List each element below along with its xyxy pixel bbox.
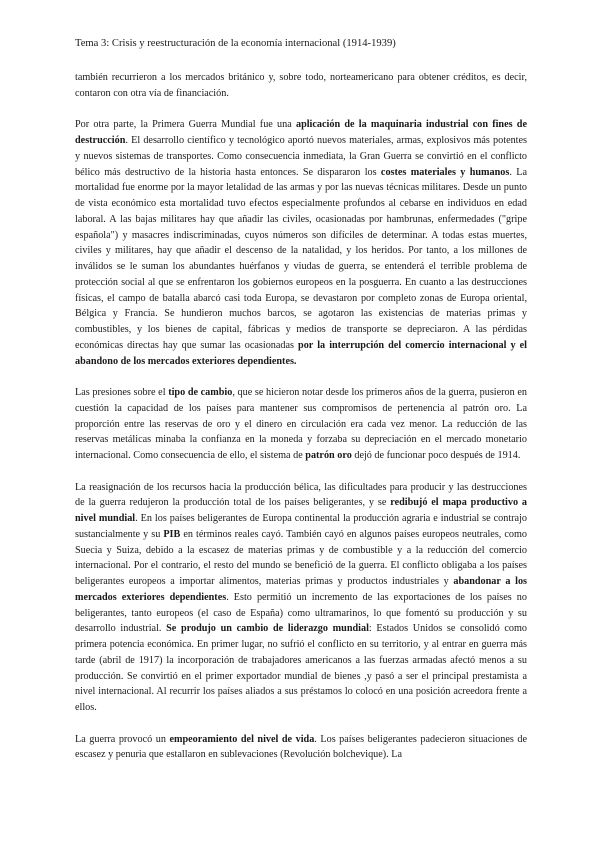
paragraph-exchange-rate (75, 385, 527, 464)
text-run: . Esto permitió un incremento de las exportaciones de los países no beligerantes, tanto europeos (el caso de España) como ultramarinos, lo que fomentó su producción y su desarrollo industrial. (75, 591, 527, 635)
text-run: en términos reales cayó. También cayó en algunos países europeos neutrales, como Suecia y Suiza, debido a la escasez de materias primas y de combustible y a la reducción del comercio internacional. Por el contrario, el resto del mundo se benefició de la guerra. El conflicto obligaba a los países beligerantes europeos a importar alimentos, materias primas y productos industriales y (75, 528, 527, 587)
paragraph-destruction (75, 117, 527, 369)
text-run: La guerra provocó un (75, 733, 170, 745)
page-header (75, 37, 396, 51)
bold-term: por la interrupción del comercio internacional y el abandono de los mercados exteriores dependientes. (75, 339, 527, 367)
text-run: , que se hicieron notar desde los primeros años de la guerra, pusieron en cuestión la capacidad de los países para mantener sus compromisos de pertenencia al patrón oro. La proporción entre las reservas de oro y el dinero en circulación era cada vez menor. La reducción de las reservas metálicas minaba la confianza en la moneda y forzaba su depreciación en el mercado monetario internacional. Como consecuencia de ello, el sistema de (75, 387, 527, 461)
bold-term: empeoramiento del nivel de vida (169, 733, 315, 745)
text-run: Las presiones sobre el (75, 387, 169, 398)
paragraph-production-map (75, 480, 527, 716)
text-run: . El desarrollo científico y tecnológico aportó nuevos materiales, armas, explosivos más potentes y nuevos sistemas de transportes. Como consecuencia inmediata, la Gran Guerra se convirtió en el conflicto bélico más destructivo de la historia hasta entonces. Se dispararon los (75, 135, 527, 178)
document-body (75, 70, 527, 779)
bold-term: Se produjo un cambio de liderazgo mundial (166, 623, 369, 635)
header-title: Tema 3: Crisis y reestructuración de la economía internacional (1914-1939) (75, 38, 396, 49)
text-run: también recurrieron a los mercados británico y, sobre todo, norteamericano para obtener créditos, es decir, contaron con otra vía de financiación. (75, 72, 527, 99)
bold-term: abandonar a los mercados exteriores dependientes (75, 576, 527, 603)
text-run: . Los países beligerantes padecieron situaciones de escasez y penuria que estallaron en sublevaciones (Revolución bolchevique). La (75, 733, 527, 761)
paragraph-living-standards (75, 732, 527, 764)
bold-term: tipo de cambio (168, 387, 233, 398)
bold-term: patrón oro (305, 450, 352, 461)
text-run: : Estados Unidos se consolidó como primera potencia económica. En primer lugar, no sufrió el conflicto en su territorio, y al entrar en guerra más tarde (abril de 1917) la incorporación de trabajadores americanos a las fuerzas armadas afectó menos a su producción. Se convirtió en el primer exportador mundial de bienes ,y pasó a ser el principal prestamista a nivel internacional. Al recurrir los países aliados a sus préstamos lo colocó en una posición acreedora frente a ellos. (75, 623, 527, 713)
text-run: . La mortalidad fue enorme por la mayor letalidad de las armas y por las nuevas técnicas militares. Desde un punto de vista económico esta mortalidad tuvo efectos especialmente profundos al cebarse en individuos en edad laboral. A las bajas militares hay que añadir las civiles, ocasionadas por hambrunas, enfermedades ("gripe española") y masacres indiscriminadas, cuyos números son difíciles de determinar. A todas estas muertes, civiles y militares, hay que añadir el descenso de la natalidad, y los heridos. Por tanto, a los millones de inválidos se le suman los abundantes huérfanos y viudas de guerra, se entenderá el terrible problema de protección social al que se enfrentaron los gobiernos europeos en la posguerra. En cuanto a las destrucciones físicas, el campo de batalla abarcó casi toda Europa, se devastaron por completo zonas de Europa oriental, Bélgica y Francia. Se hundieron muchos barcos, se agotaron las existencias de materias primas y combustibles, y los bienes de capital, fábricas y medios de transporte se depreciaron. A las pérdidas económicas directas hay que sumar las ocasionadas (75, 166, 527, 351)
text-run: dejó de funcionar poco después de 1914. (351, 450, 521, 461)
bold-term: redibujó el mapa productivo a nivel mundial (75, 497, 527, 524)
bold-term: costes materiales y humanos (380, 166, 510, 178)
text-run: . En los países beligerantes de Europa continental la producción agraria e industrial se contrajo sustancialmente y su (75, 513, 527, 540)
text-run: Por otra parte, la Primera Guerra Mundial fue una (75, 119, 296, 131)
bold-term: aplicación de la maquinaria industrial con fines de destrucción (75, 119, 527, 146)
bold-term: PIB (163, 528, 181, 540)
paragraph-continuation (75, 70, 527, 102)
text-run: La reasignación de los recursos hacia la producción bélica, las dificultades para producir y las destrucciones de la guerra redujeron la producción total de los países beligerantes, y se (75, 481, 527, 509)
